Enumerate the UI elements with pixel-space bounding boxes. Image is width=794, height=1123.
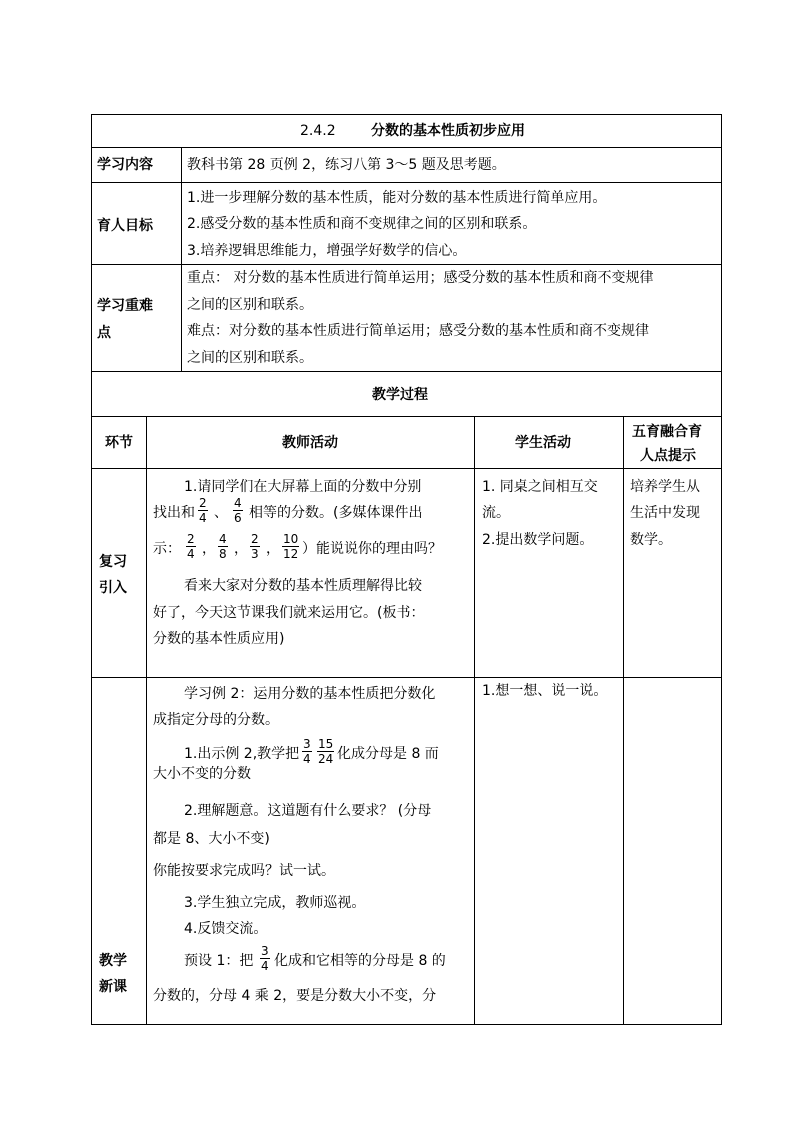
fraction-15-24: $\frac{15}{24}$: [318, 737, 334, 766]
fraction-10-12: $\frac{10}{12}$: [283, 532, 299, 561]
content-label: 学习内容: [97, 157, 153, 173]
review-teacher-l5: 好了，今天这节课我们就来运用它。(板书：: [153, 605, 425, 621]
review-teacher-l3b: ，: [202, 541, 216, 557]
review-student-1: 1. 同桌之间相互交: [482, 479, 598, 495]
new-teacher-l9: 4.反馈交流。: [184, 921, 268, 937]
review-teacher-l3d: ，: [266, 541, 280, 557]
goals-label: 育人目标: [97, 218, 153, 234]
new-teacher-l4: 大小不变的分数: [153, 766, 251, 782]
goal-line-1: 1.进一步理解分数的基本性质，能对分数的基本性质进行简单应用。: [187, 190, 607, 206]
new-teacher-l3b: 化成分母是 8 而: [337, 746, 439, 762]
col-teacher: 教师活动: [282, 435, 338, 451]
key-line-1: 重点： 对分数的基本性质进行简单运用；感受分数的基本性质和商不变规律: [187, 270, 654, 286]
review-teacher-l3a: 示：: [153, 541, 181, 557]
key-label-line-1: 学习重难: [97, 298, 153, 314]
new-teacher-l8: 3.学生独立完成，教师巡视。: [184, 895, 366, 911]
col-five-line-2: 人点提示: [640, 448, 696, 464]
new-teacher-l11: 分数的，分母 4 乘 2，要是分数大小不变，分: [153, 988, 437, 1004]
new-teacher-l7: 你能按要求完成吗？试一试。: [153, 863, 335, 879]
new-teacher-l10a: 预设 1：把: [184, 953, 254, 969]
fraction-2-3: $\frac{2}{3}$: [251, 532, 259, 561]
new-stage-2: 新课: [99, 979, 127, 995]
review-teacher-l3e: ）能说说你的理由吗？: [302, 541, 442, 557]
new-teacher-l5: 2.理解题意。这道题有什么要求？ (分母: [184, 803, 432, 819]
key-line-4: 之间的区别和联系。: [187, 350, 313, 366]
review-teacher-l1: 1.请同学们在大屏幕上面的分数中分别: [184, 479, 422, 495]
goal-line-2: 2.感受分数的基本性质和商不变规律之间的区别和联系。: [187, 216, 537, 232]
new-teacher-l10b: 化成和它相等的分母是 8 的: [274, 953, 446, 969]
col-five-line-1: 五育融合育: [632, 424, 702, 440]
review-student-2: 流。: [482, 505, 510, 521]
content-text: 教科书第 28 页例 2，练习八第 3～5 题及思考题。: [187, 157, 506, 173]
review-five-3: 数学。: [630, 532, 672, 548]
new-teacher-l1: 学习例 2：运用分数的基本性质把分数化: [184, 686, 436, 702]
process-heading: 教学过程: [372, 387, 428, 403]
key-label-line-2: 点: [97, 325, 111, 341]
review-teacher-l2a: 找出和: [153, 505, 195, 521]
key-line-3: 难点：对分数的基本性质进行简单运用；感受分数的基本性质和商不变规律: [187, 323, 649, 339]
new-student-1: 1.想一想、说一说。: [482, 683, 608, 699]
fraction-4-6: $\frac{4}{6}$: [234, 496, 242, 525]
lesson-title: 分数的基本性质初步应用: [371, 123, 525, 139]
lesson-number: 2.4.2: [300, 123, 336, 139]
fraction-4-8: $\frac{4}{8}$: [219, 532, 227, 561]
new-stage-1: 教学: [99, 953, 127, 969]
fraction-2-4-b: $\frac{2}{4}$: [187, 532, 195, 561]
review-stage-2: 引入: [99, 580, 127, 596]
review-five-2: 生活中发现: [630, 505, 700, 521]
fraction-2-4: $\frac{2}{4}$: [199, 496, 207, 525]
review-teacher-l2b: 、: [214, 505, 228, 521]
new-teacher-l6: 都是 8、大小不变): [153, 831, 270, 847]
new-teacher-l2: 成指定分母的分数。: [153, 712, 279, 728]
review-stage-1: 复习: [99, 554, 127, 570]
fraction-3-4-b: $\frac{3}{4}$: [261, 944, 269, 973]
review-student-3: 2.提出数学问题。: [482, 532, 594, 548]
new-teacher-l3a: 1.出示例 2,教学把: [184, 746, 300, 762]
col-stage: 环节: [105, 435, 133, 451]
col-student: 学生活动: [515, 435, 571, 451]
review-teacher-l2c: 相等的分数。(多媒体课件出: [249, 505, 423, 521]
review-teacher-l4: 看来大家对分数的基本性质理解得比较: [184, 578, 422, 594]
review-teacher-l6: 分数的基本性质应用): [153, 631, 285, 647]
goal-line-3: 3.培养逻辑思维能力，增强学好数学的信心。: [187, 243, 467, 259]
fraction-3-4: $\frac{3}{4}$: [303, 737, 311, 766]
review-five-1: 培养学生从: [630, 479, 700, 495]
key-line-2: 之间的区别和联系。: [187, 297, 313, 313]
review-teacher-l3c: ，: [234, 541, 248, 557]
